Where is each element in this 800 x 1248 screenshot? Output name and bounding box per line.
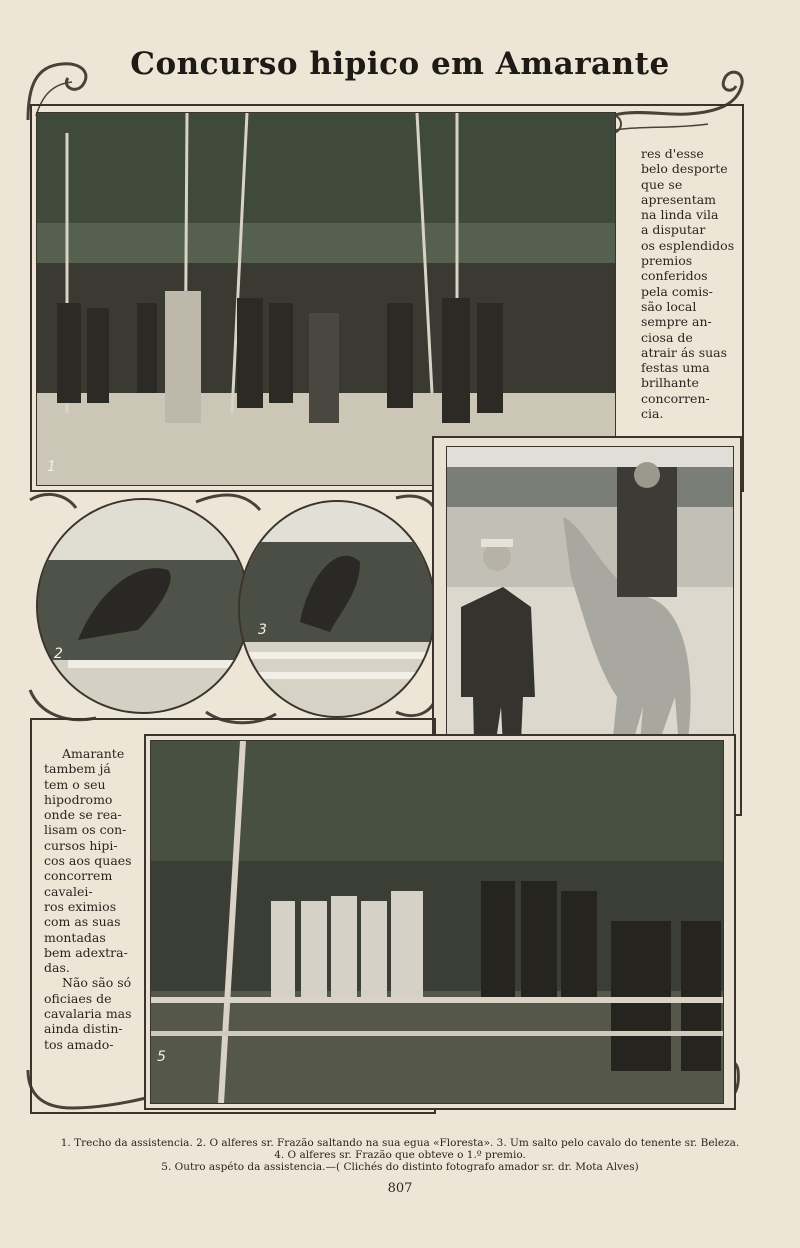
caption-line-1: 1. Trecho da assistencia. 2. O alferes sr. Frazão saltando na sua egua «Floresta». 3. Um salto pelo cavalo do tenente sr. Beleza.	[60, 1137, 740, 1149]
text-line: cos aos quaes	[44, 853, 132, 869]
photo-2-scene	[38, 500, 248, 712]
photo-1-number: 1	[47, 459, 56, 475]
text-line: ros eximios	[44, 898, 117, 914]
text-line: com as suas	[44, 914, 121, 930]
text-line: Amarante	[62, 746, 125, 761]
text-line: festas uma	[641, 360, 710, 376]
text-line: res d'esse	[641, 146, 704, 161]
text-line: premios	[641, 253, 693, 269]
photo-2-jump-floresta	[36, 498, 250, 714]
photo-5-scene	[151, 741, 723, 1103]
text-line: os esplendidos	[641, 237, 735, 253]
text-line: oficiaes de	[44, 990, 112, 1006]
text-line: lisam os con-	[44, 822, 127, 838]
caption-line-3: 5. Outro aspéto da assistencia.—( Clichés do distinto fotografo amador sr. dr. Mota Alves)	[161, 1161, 639, 1173]
photo-1-audience	[36, 112, 616, 486]
text-line: brilhante	[641, 375, 699, 391]
text-line: conferidos	[641, 268, 708, 284]
text-line: são local	[641, 298, 697, 314]
text-line: atrair ás suas	[641, 344, 728, 360]
text-line: concorrem	[44, 868, 113, 884]
text-line: na linda vila	[641, 207, 719, 223]
text-line: hipodromo	[44, 791, 113, 807]
text-line: que se	[641, 176, 683, 192]
text-line: tos amado-	[44, 1036, 114, 1052]
text-line: Não são só	[62, 975, 132, 991]
right-column-text	[641, 146, 735, 422]
text-line: tambem já	[44, 761, 111, 777]
text-line: cavalei-	[44, 883, 93, 899]
photo-3-jump-beleza	[238, 500, 436, 718]
text-line: concorren-	[641, 390, 710, 406]
text-line: ciosa de	[641, 329, 693, 345]
photo-3-scene	[240, 502, 434, 716]
photo-5-number: 5	[157, 1049, 166, 1065]
text-line: tem o seu	[44, 776, 106, 792]
text-line: montadas	[44, 929, 106, 945]
left-column-text	[44, 746, 140, 1052]
page-number: 807	[387, 1181, 413, 1196]
text-line: sempre an-	[641, 314, 712, 330]
page-title: Concurso hipico em Amarante	[130, 46, 670, 82]
text-line: pela comis-	[641, 283, 713, 299]
photo-3-number: 3	[258, 622, 267, 638]
text-line: cursos hipi-	[44, 837, 118, 853]
caption-line-2: 4. O alferes sr. Frazão que obteve o 1.º premio.	[274, 1149, 526, 1161]
text-line: bem adextra-	[44, 944, 128, 960]
text-line: ainda distin-	[44, 1021, 123, 1037]
photo-5-audience	[150, 740, 724, 1104]
photo-1-scene	[37, 113, 615, 485]
text-line: a disputar	[641, 222, 706, 238]
text-line: onde se rea-	[44, 807, 122, 823]
text-line: cavalaria mas	[44, 1006, 132, 1022]
text-line: cia.	[641, 406, 664, 422]
photo-2-number: 2	[54, 646, 63, 662]
text-line: das.	[44, 960, 70, 976]
text-line: apresentam	[641, 191, 717, 207]
text-line: belo desporte	[641, 161, 728, 177]
